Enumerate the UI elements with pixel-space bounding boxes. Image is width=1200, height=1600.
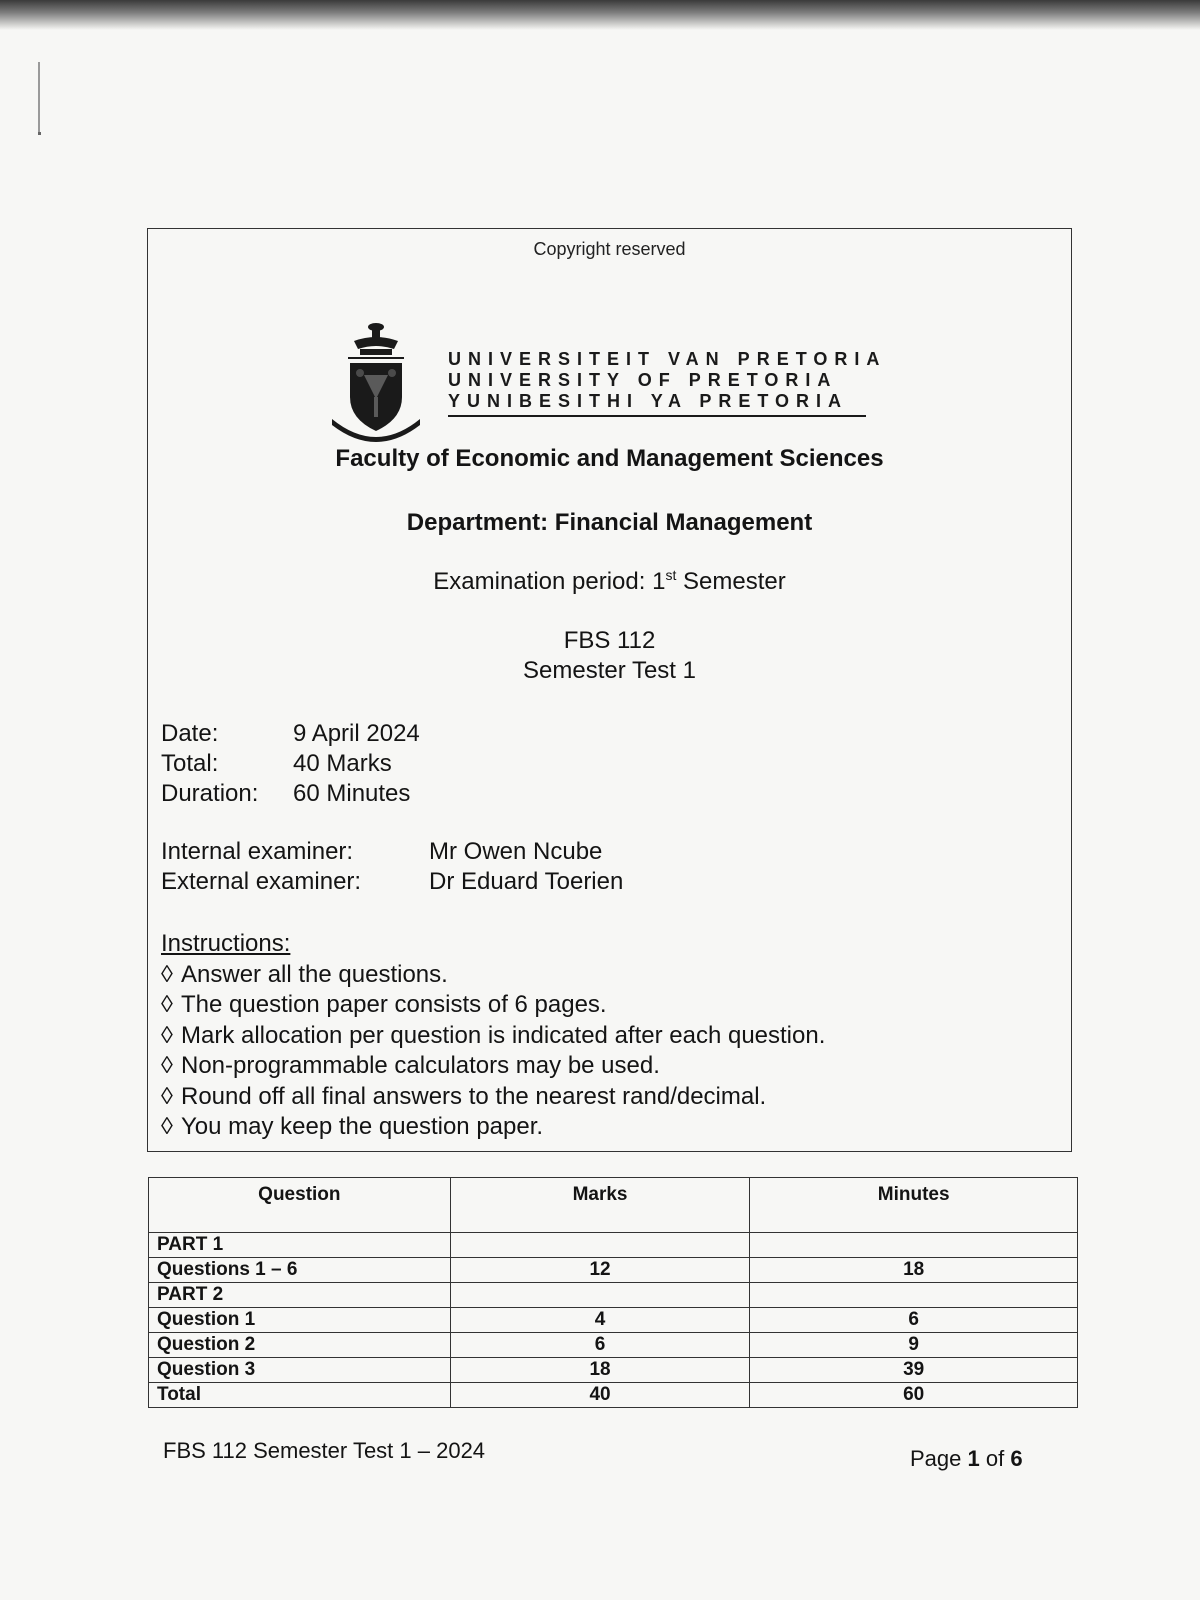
- instruction-item: [161, 1112, 825, 1143]
- instruction-text: Non-programmable calculators may be used.: [181, 1052, 660, 1079]
- department-title: Department: Financial Management: [406, 509, 813, 536]
- table-row-total: [149, 1383, 1078, 1408]
- scan-margin-dot: [38, 132, 41, 135]
- column-header-marks: Marks: [450, 1178, 750, 1233]
- examiner-name: Dr Eduard Toerien: [429, 868, 624, 895]
- instruction-item: [161, 990, 825, 1021]
- cell-minutes: 9: [750, 1333, 1078, 1358]
- detail-value: 9 April 2024: [293, 720, 420, 747]
- examiners: [161, 837, 623, 897]
- page-current: 1: [967, 1446, 980, 1471]
- instructions-heading: Instructions:: [161, 930, 291, 957]
- cell-minutes: 60: [750, 1383, 1078, 1408]
- table-row: [149, 1358, 1078, 1383]
- table-row: [149, 1333, 1078, 1358]
- examiner-row-internal: [161, 837, 623, 867]
- cell-marks: 6: [450, 1333, 750, 1358]
- cell-marks: 40: [450, 1383, 750, 1408]
- instruction-item: [161, 960, 825, 991]
- cell-question: Questions 1 – 6: [149, 1258, 451, 1283]
- page-prefix: Page: [910, 1446, 968, 1471]
- detail-row-date: [161, 719, 420, 749]
- cell-question: Question 3: [149, 1358, 451, 1383]
- cell-minutes: 39: [750, 1358, 1078, 1383]
- cell-minutes: [750, 1233, 1078, 1258]
- scan-margin-mark: [38, 62, 40, 132]
- exam-period: [148, 567, 1071, 596]
- detail-label: Duration:: [161, 780, 259, 807]
- university-logo: [326, 319, 886, 449]
- instructions: [161, 929, 825, 1143]
- cell-question: Total: [149, 1383, 451, 1408]
- exam-period-superscript: st: [665, 567, 677, 583]
- examiner-label: External examiner:: [161, 868, 362, 895]
- detail-label: Date:: [161, 720, 219, 747]
- course-code: FBS 112: [563, 627, 656, 654]
- instruction-item: [161, 1082, 825, 1113]
- faculty-title: Faculty of Economic and Management Sciences: [335, 445, 884, 472]
- cell-question: Question 1: [149, 1308, 451, 1333]
- cell-minutes: [750, 1283, 1078, 1308]
- cell-marks: 18: [450, 1358, 750, 1383]
- examiner-row-external: [161, 867, 623, 897]
- exam-details: [161, 719, 420, 809]
- cell-marks: 12: [450, 1258, 750, 1283]
- test-name: Semester Test 1: [523, 657, 696, 684]
- instruction-item: [161, 1051, 825, 1082]
- cell-marks: 4: [450, 1308, 750, 1333]
- diamond-bullet-icon: ◊: [161, 991, 173, 1018]
- university-underline: [448, 415, 866, 417]
- instruction-text: Answer all the questions.: [181, 960, 448, 988]
- detail-value: 40 Marks: [293, 750, 392, 777]
- detail-label: Total:: [161, 750, 219, 777]
- scan-top-shadow: [0, 0, 1200, 30]
- university-name-afrikaans: UNIVERSITEIT VAN PRETORIA: [448, 349, 887, 369]
- page-total: 6: [1010, 1446, 1023, 1471]
- cell-question: PART 1: [149, 1233, 451, 1258]
- cell-question: Question 2: [149, 1333, 451, 1358]
- examiner-label: Internal examiner:: [161, 838, 354, 865]
- instruction-text: Mark allocation per question is indicated after each question.: [181, 1021, 826, 1049]
- instruction-text: The question paper consists of 6 pages.: [181, 991, 607, 1018]
- detail-row-total: [161, 749, 420, 779]
- marks-allocation-table: [148, 1177, 1078, 1408]
- cover-box: [147, 228, 1072, 1152]
- table-row: [149, 1233, 1078, 1258]
- table-row: [149, 1308, 1078, 1333]
- diamond-bullet-icon: ◊: [161, 1113, 173, 1140]
- exam-period-prefix: Examination period: 1: [433, 568, 666, 595]
- detail-value: 60 Minutes: [293, 780, 411, 807]
- cell-marks: [450, 1233, 750, 1258]
- instruction-text: Round off all final answers to the nearest rand/decimal.: [181, 1082, 767, 1110]
- table-row: [149, 1258, 1078, 1283]
- table-header-row: [149, 1178, 1078, 1233]
- exam-period-suffix: Semester: [676, 568, 786, 595]
- footer-course-label: FBS 112 Semester Test 1 – 2024: [163, 1438, 486, 1463]
- diamond-bullet-icon: ◊: [161, 960, 173, 988]
- cell-marks: [450, 1283, 750, 1308]
- university-name-sepedi: YUNIBESITHI YA PRETORIA: [448, 391, 849, 411]
- instruction-item: [161, 1021, 825, 1052]
- cell-minutes: 18: [750, 1258, 1078, 1283]
- footer-page-number: [910, 1446, 1023, 1472]
- examiner-name: Mr Owen Ncube: [429, 838, 603, 865]
- diamond-bullet-icon: ◊: [161, 1021, 173, 1049]
- page-mid: of: [979, 1446, 1011, 1471]
- university-names: [448, 349, 886, 412]
- diamond-bullet-icon: ◊: [161, 1052, 173, 1079]
- cell-question: PART 2: [149, 1283, 451, 1308]
- copyright-notice: Copyright reserved: [533, 239, 686, 259]
- university-name-english: UNIVERSITY OF PRETORIA: [448, 370, 838, 390]
- cell-minutes: 6: [750, 1308, 1078, 1333]
- university-crest-icon: [326, 319, 426, 447]
- table-row: [149, 1283, 1078, 1308]
- diamond-bullet-icon: ◊: [161, 1082, 173, 1110]
- column-header-question: Question: [149, 1178, 451, 1233]
- instruction-text: You may keep the question paper.: [181, 1113, 544, 1140]
- column-header-minutes: Minutes: [750, 1178, 1078, 1233]
- detail-row-duration: [161, 779, 420, 809]
